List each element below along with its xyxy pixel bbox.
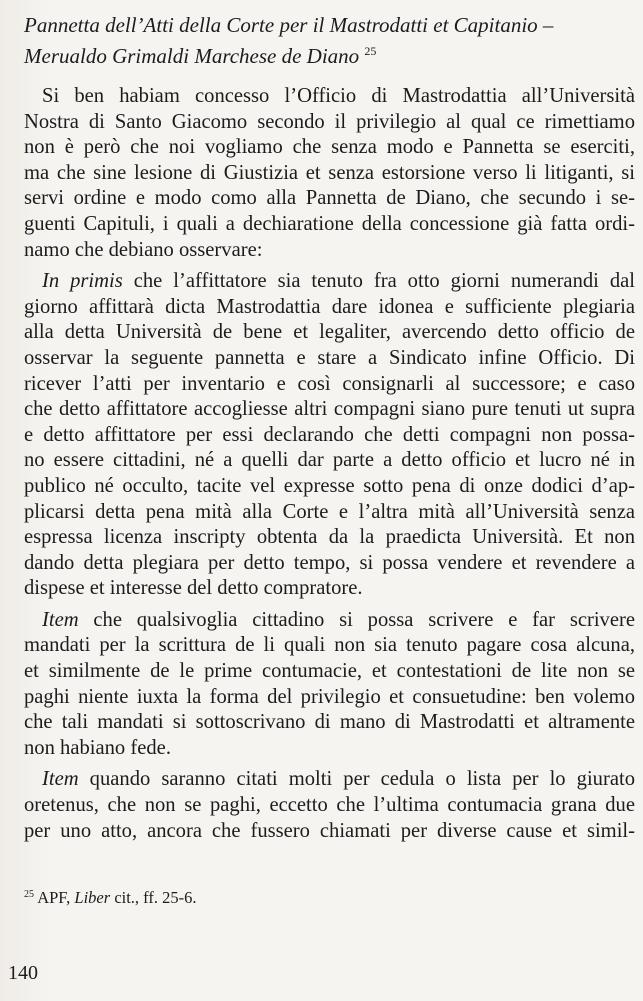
paragraph — [24, 269, 635, 602]
text-line: oretenus, che non se paghi, eccetto che l’ultima contumacia grana due — [24, 794, 635, 817]
footnote-italic: Liber — [74, 888, 111, 907]
paragraph — [24, 608, 635, 762]
text-line: Si ben habiam concesso l’Officio di Mastrodattia all’Università — [42, 85, 635, 107]
text-line: che detto affittatore accogliesse altri compagni siano pure tenuti ut supra — [24, 398, 635, 421]
text-line: publico né occulto, tacite vel expresse sotto pena di onze dodici d’ap- — [24, 474, 635, 497]
body-text — [24, 84, 635, 844]
text-line — [24, 269, 635, 295]
text-line — [24, 767, 635, 793]
text-line: ricever l’atti per inventario e così consignarli al successore; e caso — [24, 372, 635, 395]
text-line: espressa licenza inscripty obtenta da la praedicta Università. Et non — [24, 526, 635, 549]
footnote-number: 25 — [24, 889, 34, 900]
footnote-prefix: APF, — [34, 888, 75, 907]
lead-italic: Item — [42, 608, 79, 631]
text-line: mandati per la scrittura de li quali non sia tenuto pagare cosa alcuna, — [24, 634, 635, 657]
footnote — [24, 884, 624, 909]
text-line: dando detta plegiara per detto tempo, si possa vendere et revendere a — [24, 551, 635, 574]
text-line: non è però che noi vogliamo che senza modo e Pannetta se eserciti, — [24, 136, 635, 159]
lead-italic: In primis — [42, 270, 123, 293]
page-number: 140 — [8, 962, 38, 984]
line-text: che l’affittatore sia tenuto fra otto giorni numerandi dal — [122, 270, 635, 293]
section-heading — [24, 12, 634, 69]
text-line: namo che debiano osservare: — [24, 238, 263, 261]
text-line: ma che sine lesione di Giustizia et senza estorsione verso li litiganti, si — [24, 161, 635, 184]
text-line: paghi niente iuxta la forma del privilegio et consuetudine: ben volemo — [24, 685, 635, 708]
text-line: che tali mandati si sottoscrivano di mano di Mastrodatti et altramente — [24, 711, 635, 734]
text-line: et similmente de le prime contumacie, et contestationi de lite non se — [24, 660, 635, 683]
text-line: servi ordine e modo como alla Pannetta de Diano, che secundo i se- — [24, 187, 635, 210]
text-line — [24, 608, 635, 634]
text-line: guenti Capituli, i quali a dechiaratione della concessione già fatta ordi- — [24, 212, 635, 235]
heading-line-1: Pannetta dell’Atti della Corte per il Mastrodatti et Capitanio – — [24, 13, 554, 37]
footnote-reference: 25 — [364, 44, 377, 58]
text-line: dispese et interesse del detto compratore. — [24, 577, 363, 600]
text-line: Nostra di Santo Giacomo secondo il privilegio al qual ce rimettiamo — [24, 110, 635, 133]
heading-line-2-text: Merualdo Grimaldi Marchese de Diano — [24, 44, 360, 68]
text-line: osservar la seguente pannetta e stare a Sindicato infine Officio. Di — [24, 346, 635, 369]
text-line: plicarsi detta pena mità alla Corte e l’altra mità all’Università senza — [24, 500, 635, 523]
heading-line-2 — [24, 38, 634, 69]
lead-italic: Item — [42, 768, 79, 791]
footnote-suffix: cit., ff. 25-6. — [110, 888, 197, 907]
text-line: giorno affittarà dicta Mastrodattia dare idonea e sufficiente plegiaria — [24, 295, 635, 318]
text-line: e detto affittatore per essi declarando che detti compagni non possa- — [24, 423, 635, 446]
text-line: alla detta Università de bene et legaliter, avercendo detto officio de — [24, 321, 635, 344]
text-line: per uno atto, ancora che fussero chiamati per diverse cause et simil- — [24, 819, 635, 842]
text-line: no essere cittadini, né a quelli dar parte a detto officio et lucro né in — [24, 449, 635, 472]
line-text: che qualsivoglia cittadino si possa scrivere e far scrivere — [78, 608, 635, 631]
line-text: quando saranno citati molti per cedula o lista per lo giurato — [78, 768, 635, 791]
text-line: non habiano fede. — [24, 736, 171, 759]
paragraph — [24, 84, 635, 263]
paragraph — [24, 767, 635, 844]
